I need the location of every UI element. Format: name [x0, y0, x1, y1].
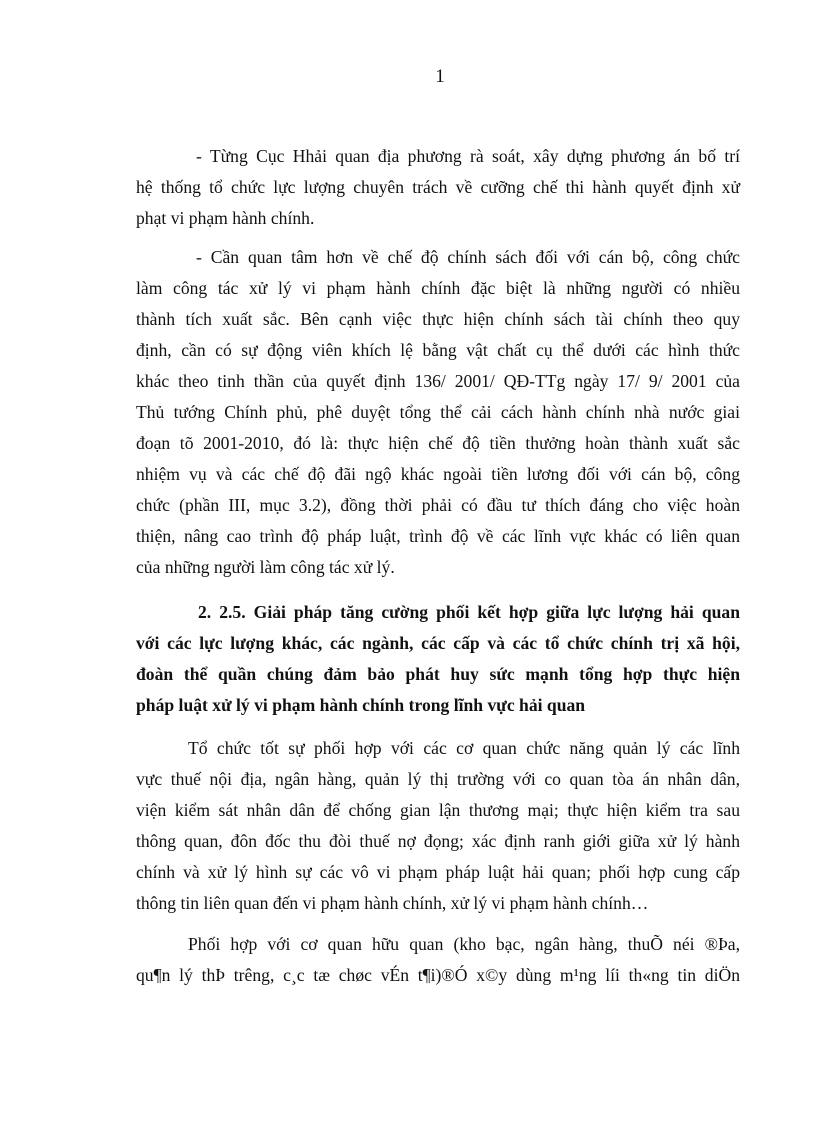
paragraph-line: làm công tác xử lý vi phạm hành chính đặc biệt là những người có nhiều — [136, 278, 740, 298]
paragraph-line: thành tích xuất sắc. Bên cạnh việc thực hiện chính sách tài chính theo quy — [136, 309, 740, 329]
paragraph-1 — [136, 141, 740, 234]
paragraph-3 — [136, 733, 740, 919]
paragraph-line: Tổ chức tốt sự phối hợp với các cơ quan chức năng quản lý các lĩnh — [188, 738, 740, 758]
paragraph-line: thông tin liên quan đến vi phạm hành chính, xử lý vi phạm hành chính… — [136, 893, 649, 913]
paragraph-line: phạt vi phạm hành chính. — [136, 208, 315, 228]
paragraph-line: thiện, nâng cao trình độ pháp luật, trình độ về các lĩnh vực khác có liên quan — [136, 526, 740, 546]
paragraph-line: khác theo tinh thần của quyết định 136/ 2001/ QĐ-TTg ngày 17/ 9/ 2001 của — [136, 371, 740, 391]
paragraph-line: Phối hợp với cơ quan hữu quan (kho bạc, ngân hàng, thuÕ néi ®Þa, — [188, 934, 740, 954]
page-number: 1 — [435, 66, 445, 87]
section-heading — [136, 597, 740, 721]
heading-line: với các lực lượng khác, các ngành, các cấp và các tổ chức chính trị xã hội, — [136, 633, 740, 653]
paragraph-4 — [136, 929, 740, 991]
heading-line: đoàn thể quần chúng đảm bảo phát huy sức mạnh tổng hợp thực hiện — [136, 664, 740, 684]
paragraph-line: chức (phần III, mục 3.2), đồng thời phải có đầu tư thích đáng cho việc hoàn — [136, 495, 740, 515]
paragraph-line: qu¶n lý thÞ trêng, c¸c tæ chøc vÉn t¶i)®Ó x©y dùng m¹ng líi th«ng tin diÖn — [136, 965, 740, 985]
paragraph-2 — [136, 242, 740, 583]
heading-line: 2. 2.5. Giải pháp tăng cường phối kết hợp giữa lực lượng hải quan — [198, 602, 740, 622]
paragraph-line: định, cần có sự động viên khích lệ bằng vật chất cụ thể dưới các hình thức — [136, 340, 740, 360]
paragraph-line: đoạn tõ 2001-2010, đó là: thực hiện chế độ tiền thưởng hoàn thành xuất sắc — [136, 433, 740, 453]
paragraph-line: thông quan, đôn đốc thu đòi thuế nợ đọng; xác định ranh giới giữa xử lý hành — [136, 831, 740, 851]
paragraph-line: - Từng Cục Hhải quan địa phương rà soát, xây dựng phương án bố trí — [196, 146, 740, 166]
paragraph-line: nhiệm vụ và các chế độ đãi ngộ khác ngoài tiền lương đối với cán bộ, công — [136, 464, 740, 484]
paragraph-line: của những người làm công tác xử lý. — [136, 557, 395, 577]
paragraph-line: vực thuế nội địa, ngân hàng, quản lý thị trường với co quan tòa án nhân dân, — [136, 769, 740, 789]
paragraph-line: chính và xử lý hình sự các vô vi phạm pháp luật hải quan; phối hợp cung cấp — [136, 862, 740, 882]
paragraph-line: hệ thống tổ chức lực lượng chuyên trách về cưỡng chế thi hành quyết định xử — [136, 177, 740, 197]
paragraph-line: Thủ tướng Chính phủ, phê duyệt tổng thể cải cách hành chính nhà nước giai — [136, 402, 740, 422]
paragraph-line: viện kiểm sát nhân dân để chống gian lận thương mại; thực hiện kiểm tra sau — [136, 800, 740, 820]
paragraph-line: - Cần quan tâm hơn về chế độ chính sách đối với cán bộ, công chức — [196, 247, 740, 267]
heading-line: pháp luật xử lý vi phạm hành chính trong lĩnh vực hải quan — [136, 695, 586, 715]
